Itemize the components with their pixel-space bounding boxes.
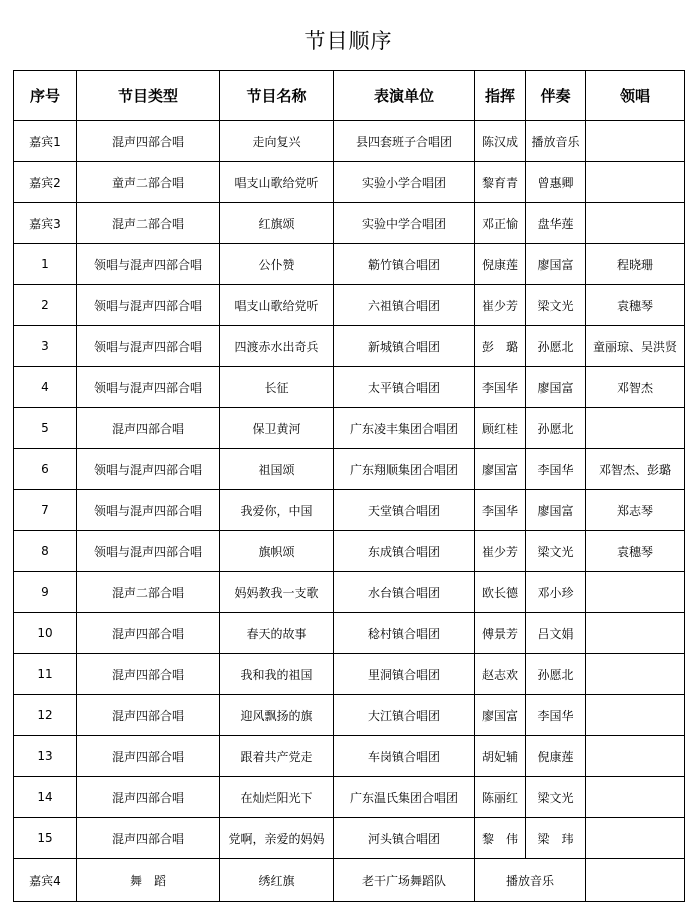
cell-type: 混声四部合唱 xyxy=(77,613,220,654)
cell-name: 绣红旗 xyxy=(220,859,334,902)
cell-name: 四渡赤水出奇兵 xyxy=(220,326,334,367)
table-row xyxy=(14,367,685,408)
cell-conductor: 顾红桂 xyxy=(475,408,526,449)
cell-conductor: 赵志欢 xyxy=(475,654,526,695)
cell-lead xyxy=(586,695,685,736)
cell-unit: 天堂镇合唱团 xyxy=(334,490,475,531)
cell-name: 妈妈教我一支歌 xyxy=(220,572,334,613)
cell-type: 领唱与混声四部合唱 xyxy=(77,285,220,326)
header-seq: 序号 xyxy=(14,71,77,121)
header-conductor: 指挥 xyxy=(475,71,526,121)
table-row xyxy=(14,818,685,859)
cell-unit: 广东翔顺集团合唱团 xyxy=(334,449,475,490)
cell-lead: 邓智杰 xyxy=(586,367,685,408)
cell-conductor: 廖国富 xyxy=(475,695,526,736)
cell-name: 我爱你，中国 xyxy=(220,490,334,531)
cell-conductor: 李国华 xyxy=(475,490,526,531)
cell-unit: 稔村镇合唱团 xyxy=(334,613,475,654)
table-row xyxy=(14,572,685,613)
cell-lead: 袁穗琴 xyxy=(586,531,685,572)
cell-accompanist: 李国华 xyxy=(526,449,586,490)
cell-unit: 水台镇合唱团 xyxy=(334,572,475,613)
cell-lead xyxy=(586,121,685,162)
table-row xyxy=(14,613,685,654)
cell-accompanist: 邓小珍 xyxy=(526,572,586,613)
table-row xyxy=(14,326,685,367)
cell-seq: 5 xyxy=(14,408,77,449)
cell-unit: 六祖镇合唱团 xyxy=(334,285,475,326)
cell-type: 混声四部合唱 xyxy=(77,408,220,449)
cell-name: 党啊，亲爱的妈妈 xyxy=(220,818,334,859)
cell-seq: 嘉宾2 xyxy=(14,162,77,203)
cell-lead xyxy=(586,859,685,902)
cell-name: 长征 xyxy=(220,367,334,408)
cell-name: 公仆赞 xyxy=(220,244,334,285)
cell-conductor: 陈丽红 xyxy=(475,777,526,818)
cell-seq: 嘉宾4 xyxy=(14,859,77,902)
header-name: 节目名称 xyxy=(220,71,334,121)
cell-accompanist: 孙愿北 xyxy=(526,408,586,449)
cell-unit: 大江镇合唱团 xyxy=(334,695,475,736)
cell-name: 祖国颂 xyxy=(220,449,334,490)
header-row xyxy=(14,71,685,121)
cell-seq: 15 xyxy=(14,818,77,859)
cell-unit: 实验小学合唱团 xyxy=(334,162,475,203)
cell-lead xyxy=(586,654,685,695)
table-row xyxy=(14,736,685,777)
cell-type: 混声二部合唱 xyxy=(77,203,220,244)
cell-name: 走向复兴 xyxy=(220,121,334,162)
cell-seq: 1 xyxy=(14,244,77,285)
cell-seq: 嘉宾1 xyxy=(14,121,77,162)
cell-accompanist: 廖国富 xyxy=(526,367,586,408)
table-row xyxy=(14,654,685,695)
cell-lead xyxy=(586,572,685,613)
cell-seq: 14 xyxy=(14,777,77,818)
cell-type: 领唱与混声四部合唱 xyxy=(77,531,220,572)
cell-music: 播放音乐 xyxy=(475,859,586,902)
cell-conductor: 胡妃辅 xyxy=(475,736,526,777)
program-table xyxy=(13,70,685,902)
cell-type: 童声二部合唱 xyxy=(77,162,220,203)
cell-conductor: 陈汉成 xyxy=(475,121,526,162)
table-row xyxy=(14,203,685,244)
cell-type: 混声四部合唱 xyxy=(77,121,220,162)
cell-conductor: 彭 璐 xyxy=(475,326,526,367)
cell-type: 领唱与混声四部合唱 xyxy=(77,244,220,285)
cell-seq: 13 xyxy=(14,736,77,777)
cell-type: 混声四部合唱 xyxy=(77,777,220,818)
table-row xyxy=(14,121,685,162)
program-body xyxy=(14,121,685,902)
cell-lead: 程晓珊 xyxy=(586,244,685,285)
cell-type: 混声四部合唱 xyxy=(77,736,220,777)
cell-name: 跟着共产党走 xyxy=(220,736,334,777)
cell-type: 混声二部合唱 xyxy=(77,572,220,613)
cell-accompanist: 孙愿北 xyxy=(526,654,586,695)
table-row xyxy=(14,449,685,490)
cell-seq: 2 xyxy=(14,285,77,326)
page-title: 节目顺序 xyxy=(304,29,393,53)
table-row xyxy=(14,777,685,818)
cell-conductor: 欧长德 xyxy=(475,572,526,613)
table-row xyxy=(14,285,685,326)
cell-unit: 广东温氏集团合唱团 xyxy=(334,777,475,818)
cell-accompanist: 梁文光 xyxy=(526,777,586,818)
cell-conductor: 李国华 xyxy=(475,367,526,408)
cell-conductor: 邓正愉 xyxy=(475,203,526,244)
cell-type: 混声四部合唱 xyxy=(77,654,220,695)
table-row xyxy=(14,490,685,531)
cell-lead: 郑志琴 xyxy=(586,490,685,531)
cell-name: 旗帜颂 xyxy=(220,531,334,572)
cell-unit: 河头镇合唱团 xyxy=(334,818,475,859)
cell-name: 迎风飘扬的旗 xyxy=(220,695,334,736)
cell-conductor: 倪康莲 xyxy=(475,244,526,285)
cell-type: 领唱与混声四部合唱 xyxy=(77,326,220,367)
cell-unit: 东成镇合唱团 xyxy=(334,531,475,572)
cell-accompanist: 李国华 xyxy=(526,695,586,736)
table-row xyxy=(14,162,685,203)
cell-lead xyxy=(586,613,685,654)
cell-unit: 老干广场舞蹈队 xyxy=(334,859,475,902)
cell-conductor: 傅景芳 xyxy=(475,613,526,654)
cell-type: 领唱与混声四部合唱 xyxy=(77,490,220,531)
cell-conductor: 黎 伟 xyxy=(475,818,526,859)
cell-unit: 新城镇合唱团 xyxy=(334,326,475,367)
cell-type: 领唱与混声四部合唱 xyxy=(77,449,220,490)
cell-unit: 簕竹镇合唱团 xyxy=(334,244,475,285)
cell-conductor: 廖国富 xyxy=(475,449,526,490)
cell-accompanist: 倪康莲 xyxy=(526,736,586,777)
cell-seq: 6 xyxy=(14,449,77,490)
table-row xyxy=(14,531,685,572)
table-row xyxy=(14,695,685,736)
cell-type: 混声四部合唱 xyxy=(77,695,220,736)
table-row-guest4 xyxy=(14,859,685,902)
cell-seq: 9 xyxy=(14,572,77,613)
cell-accompanist: 孙愿北 xyxy=(526,326,586,367)
cell-name: 保卫黄河 xyxy=(220,408,334,449)
cell-accompanist: 盘华莲 xyxy=(526,203,586,244)
cell-conductor: 崔少芳 xyxy=(475,531,526,572)
cell-unit: 车岗镇合唱团 xyxy=(334,736,475,777)
cell-lead: 袁穗琴 xyxy=(586,285,685,326)
cell-name: 红旗颂 xyxy=(220,203,334,244)
cell-seq: 10 xyxy=(14,613,77,654)
header-accompanist: 伴奏 xyxy=(526,71,586,121)
table-row xyxy=(14,408,685,449)
cell-seq: 4 xyxy=(14,367,77,408)
cell-unit: 广东凌丰集团合唱团 xyxy=(334,408,475,449)
cell-type: 领唱与混声四部合唱 xyxy=(77,367,220,408)
cell-accompanist: 吕文娟 xyxy=(526,613,586,654)
cell-type: 舞 蹈 xyxy=(77,859,220,902)
cell-lead xyxy=(586,203,685,244)
header-unit: 表演单位 xyxy=(334,71,475,121)
cell-conductor: 崔少芳 xyxy=(475,285,526,326)
cell-unit: 里洞镇合唱团 xyxy=(334,654,475,695)
cell-conductor: 黎育青 xyxy=(475,162,526,203)
cell-lead xyxy=(586,162,685,203)
cell-name: 在灿烂阳光下 xyxy=(220,777,334,818)
cell-seq: 12 xyxy=(14,695,77,736)
cell-seq: 3 xyxy=(14,326,77,367)
cell-seq: 嘉宾3 xyxy=(14,203,77,244)
cell-lead xyxy=(586,777,685,818)
cell-lead: 邓智杰、彭璐 xyxy=(586,449,685,490)
cell-lead xyxy=(586,408,685,449)
cell-name: 唱支山歌给党听 xyxy=(220,162,334,203)
table-row xyxy=(14,244,685,285)
cell-unit: 太平镇合唱团 xyxy=(334,367,475,408)
cell-lead xyxy=(586,736,685,777)
cell-seq: 8 xyxy=(14,531,77,572)
cell-seq: 11 xyxy=(14,654,77,695)
cell-name: 唱支山歌给党听 xyxy=(220,285,334,326)
header-lead: 领唱 xyxy=(586,71,685,121)
cell-unit: 县四套班子合唱团 xyxy=(334,121,475,162)
cell-accompanist: 梁文光 xyxy=(526,285,586,326)
cell-accompanist: 廖国富 xyxy=(526,490,586,531)
cell-lead xyxy=(586,818,685,859)
cell-accompanist: 曾惠卿 xyxy=(526,162,586,203)
cell-accompanist: 播放音乐 xyxy=(526,121,586,162)
cell-name: 我和我的祖国 xyxy=(220,654,334,695)
cell-unit: 实验中学合唱团 xyxy=(334,203,475,244)
cell-accompanist: 梁 玮 xyxy=(526,818,586,859)
cell-name: 春天的故事 xyxy=(220,613,334,654)
cell-accompanist: 梁文光 xyxy=(526,531,586,572)
header-type: 节目类型 xyxy=(77,71,220,121)
cell-lead: 童丽琼、吴洪贤 xyxy=(586,326,685,367)
cell-seq: 7 xyxy=(14,490,77,531)
cell-accompanist: 廖国富 xyxy=(526,244,586,285)
cell-type: 混声四部合唱 xyxy=(77,818,220,859)
